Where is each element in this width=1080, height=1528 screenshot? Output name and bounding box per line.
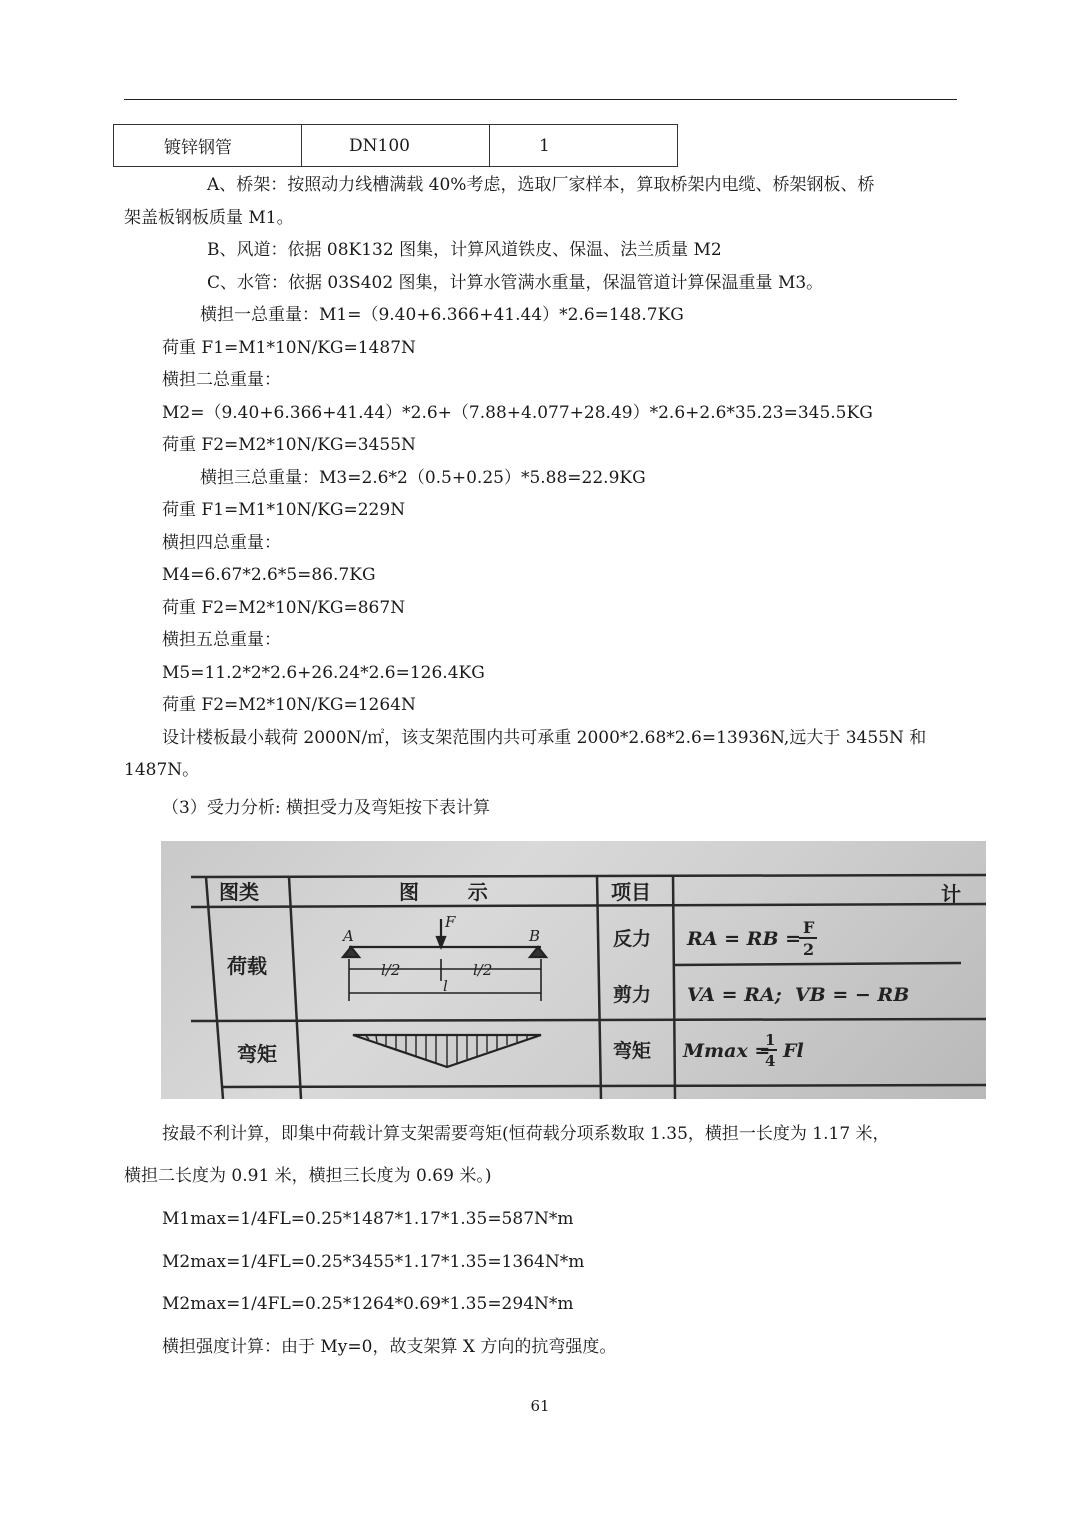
paragraph-line: 横担一总重量：M1=（9.40+6.366+41.44）*2.6=148.7KG bbox=[200, 305, 684, 325]
paragraph-line: 横担五总重量： bbox=[162, 630, 281, 650]
label-half-span-left: l/2 bbox=[381, 961, 401, 979]
paragraph-line: 按最不利计算，即集中荷载计算支架需要弯矩(恒荷载分项系数取 1.35，横担一长度为 1.17 米， bbox=[162, 1124, 890, 1144]
row-moment: 弯矩 bbox=[237, 1042, 277, 1066]
item-moment: 弯矩 bbox=[613, 1040, 652, 1062]
table-row bbox=[114, 125, 678, 167]
formula-moment-tail: Fl bbox=[783, 1040, 804, 1062]
formula-reaction-numerator: F bbox=[803, 918, 815, 937]
formula-moment-denominator: 4 bbox=[765, 1052, 776, 1070]
label-force: F bbox=[445, 913, 456, 931]
paragraph-line: B、风道：依据 08K132 图集，计算风道铁皮、保温、法兰质量 M2 bbox=[207, 240, 722, 260]
paragraph-line: M4=6.67*2.6*5=86.7KG bbox=[162, 565, 376, 585]
row-load: 荷载 bbox=[227, 954, 267, 978]
paragraph-line: 横担二总重量： bbox=[162, 370, 281, 390]
label-span: l bbox=[443, 977, 448, 995]
paragraph-line: 设计楼板最小载荷 2000N/㎡，该支架范围内共可承重 2000*2.68*2.6=13936N,远大于 3455N 和 bbox=[162, 728, 927, 748]
paragraph-line: 荷重 F1=M1*10N/KG=229N bbox=[162, 500, 406, 520]
paragraph-line: 横担四总重量： bbox=[162, 533, 281, 553]
header-diagram: 图 示 bbox=[399, 880, 488, 904]
paragraph-line: M2max=1/4FL=0.25*3455*1.17*1.35=1364N*m bbox=[162, 1252, 585, 1272]
label-support-b: B bbox=[529, 927, 541, 945]
paragraph-line: 横担三总重量：M3=2.6*2（0.5+0.25）*5.88=22.9KG bbox=[200, 468, 646, 488]
page-number: 61 bbox=[530, 1397, 550, 1415]
table-cell-quantity: 1 bbox=[490, 125, 678, 167]
formula-reaction-denominator: 2 bbox=[803, 940, 815, 959]
paragraph-line: 荷重 F1=M1*10N/KG=1487N bbox=[162, 338, 416, 358]
load-moment-table-drawing bbox=[161, 841, 986, 1099]
item-shear: 剪力 bbox=[613, 984, 652, 1006]
formula-shear: VA = RA; VB = − RB bbox=[687, 984, 910, 1006]
pipe-table bbox=[113, 124, 678, 167]
formula-moment: Mmax = bbox=[683, 1040, 771, 1062]
paragraph-line: C、水管：依据 03S402 图集，计算水管满水重量，保温管道计算保温重量 M3。 bbox=[207, 273, 824, 293]
paragraph-line: M2max=1/4FL=0.25*1264*0.69*1.35=294N*m bbox=[162, 1294, 574, 1314]
item-reaction: 反力 bbox=[613, 928, 652, 950]
paragraph-line: 横担二长度为 0.91 米，横担三长度为 0.69 米。) bbox=[124, 1166, 492, 1186]
paragraph-line: 荷重 F2=M2*10N/KG=3455N bbox=[162, 435, 416, 455]
paragraph-line: M5=11.2*2*2.6+26.24*2.6=126.4KG bbox=[162, 663, 485, 683]
header-calc: 计 bbox=[941, 882, 961, 906]
paragraph-line: M2=（9.40+6.366+41.44）*2.6+（7.88+4.077+28.49）*2.6+2.6*35.23=345.5KG bbox=[162, 403, 873, 423]
section-heading: （3）受力分析: 横担受力及弯矩按下表计算 bbox=[162, 798, 490, 818]
formula-moment-numerator: 1 bbox=[765, 1031, 776, 1049]
paragraph-line: 横担强度计算：由于 My=0，故支架算 X 方向的抗弯强度。 bbox=[162, 1337, 617, 1357]
paragraph-line: A、桥架：按照动力线槽满载 40%考虑，选取厂家样本，算取桥架内电缆、桥架钢板、桥 bbox=[207, 175, 875, 195]
table-cell-material: 镀锌钢管 bbox=[114, 125, 302, 167]
paragraph-line: 1487N。 bbox=[124, 760, 200, 780]
paragraph-line: 荷重 F2=M2*10N/KG=867N bbox=[162, 598, 406, 618]
header-item: 项目 bbox=[611, 880, 651, 904]
label-support-a: A bbox=[343, 927, 354, 945]
label-half-span-right: l/2 bbox=[473, 961, 493, 979]
formula-reaction: RA = RB = bbox=[687, 928, 802, 950]
header-type: 图类 bbox=[219, 880, 259, 904]
paragraph-line: 荷重 F2=M2*10N/KG=1264N bbox=[162, 695, 416, 715]
bending-moment-diagram bbox=[353, 1035, 541, 1067]
paragraph-line: M1max=1/4FL=0.25*1487*1.17*1.35=587N*m bbox=[162, 1209, 574, 1229]
load-moment-table-photo bbox=[161, 841, 986, 1099]
header-rule bbox=[124, 99, 957, 100]
table-cell-size: DN100 bbox=[302, 125, 490, 167]
paragraph-line: 架盖板钢板质量 M1。 bbox=[124, 208, 294, 228]
